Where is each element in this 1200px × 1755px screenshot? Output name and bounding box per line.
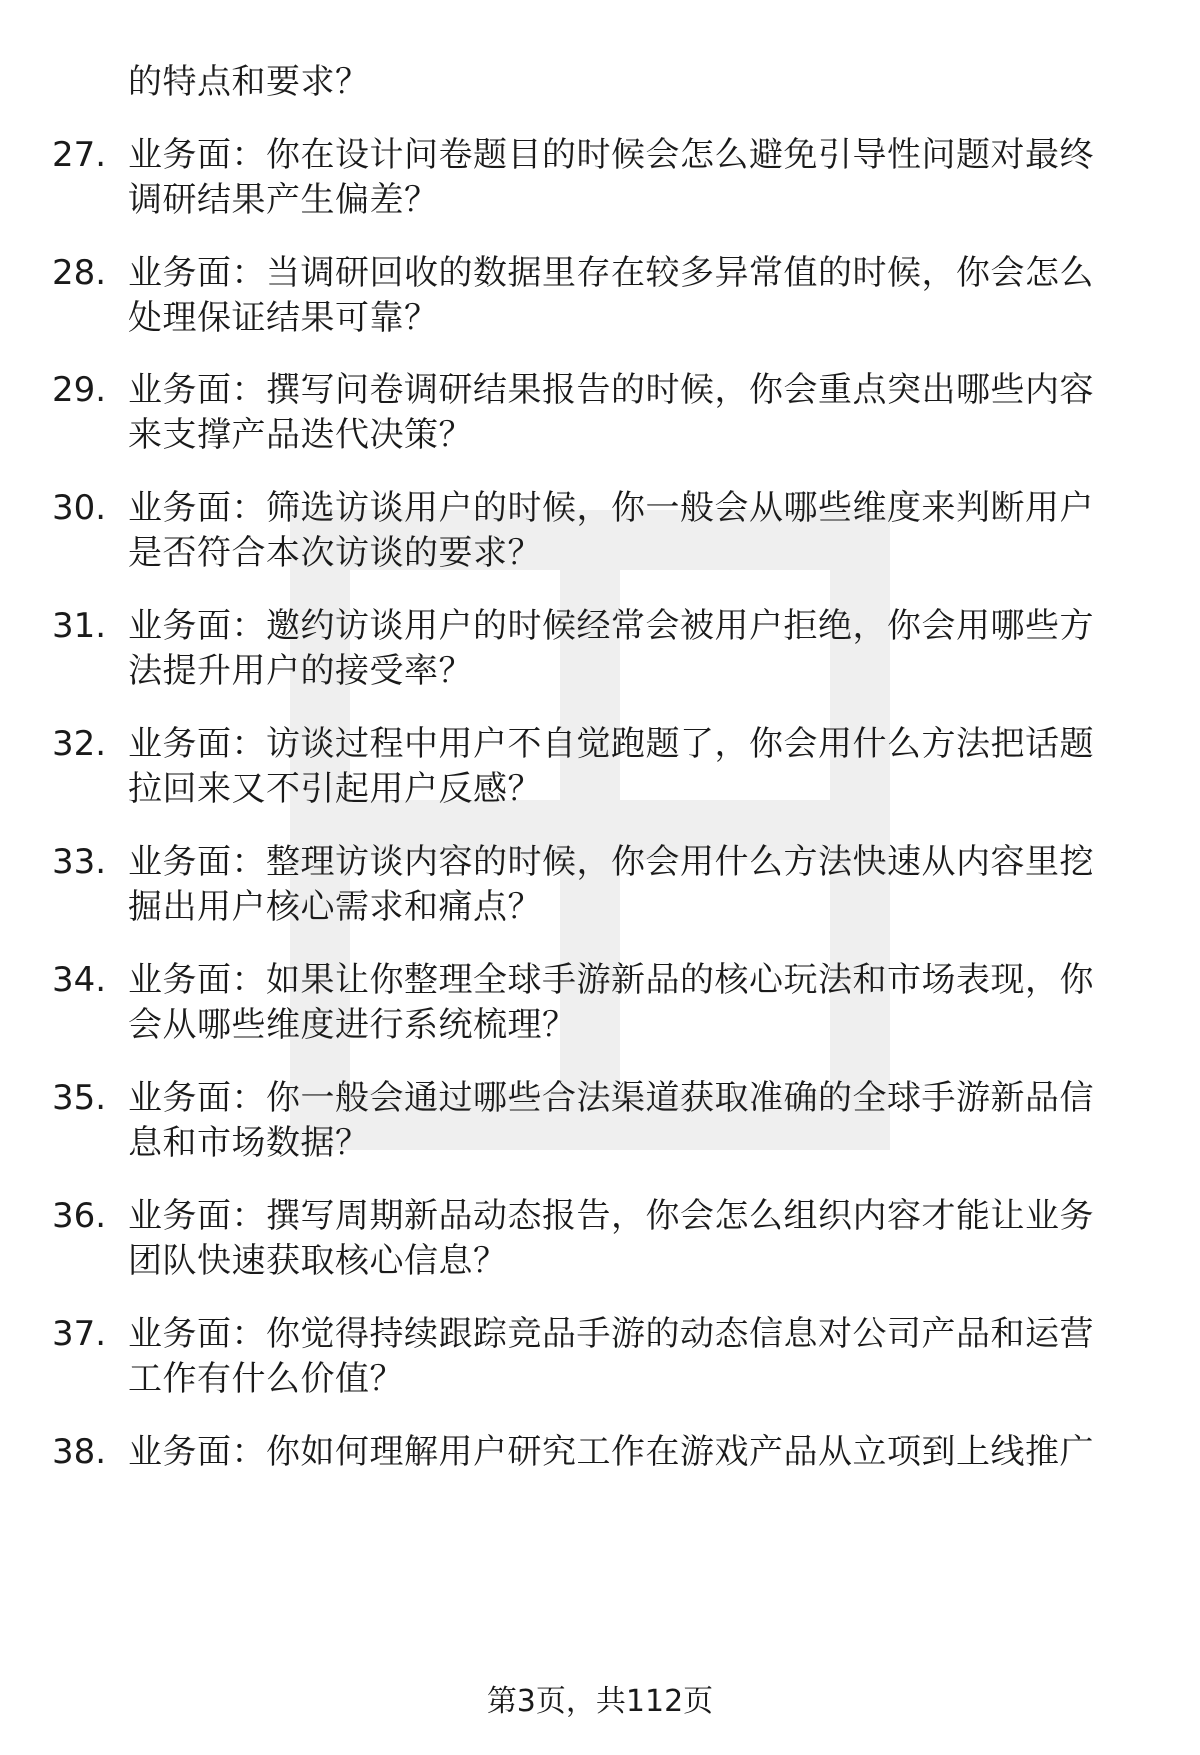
item-text-line: 是否符合本次访谈的要求？: [128, 533, 542, 573]
item-text-line: 法提升用户的接受率？: [128, 651, 473, 691]
item-number: 30.: [52, 488, 107, 528]
item-text-line: 会从哪些维度进行系统梳理？: [128, 1005, 577, 1045]
item-number: 31.: [52, 606, 107, 646]
item-number: 27.: [52, 135, 107, 175]
item-text-line: 拉回来又不引起用户反感？: [128, 769, 542, 809]
item-text-line: 工作有什么价值？: [128, 1359, 404, 1399]
item-text-line: 业务面：撰写周期新品动态报告，你会怎么组织内容才能让业务: [128, 1196, 1094, 1236]
item-number: 35.: [52, 1078, 107, 1118]
item-number: 28.: [52, 253, 107, 293]
item-text-line: 息和市场数据？: [128, 1123, 370, 1163]
item-number: 34.: [52, 960, 107, 1000]
item-text-line: 团队快速获取核心信息？: [128, 1241, 508, 1281]
item-number: 36.: [52, 1196, 107, 1236]
item-text-line: 业务面：当调研回收的数据里存在较多异常值的时候，你会怎么: [128, 253, 1094, 293]
item-text-line: 业务面：你一般会通过哪些合法渠道获取准确的全球手游新品信: [128, 1078, 1094, 1118]
page-footer: 第3页，共112页: [486, 1684, 714, 1719]
item-number: 37.: [52, 1314, 107, 1354]
item-text-line: 业务面：筛选访谈用户的时候，你一般会从哪些维度来判断用户: [128, 488, 1094, 528]
item-text-line: 业务面：访谈过程中用户不自觉跑题了，你会用什么方法把话题: [128, 724, 1094, 764]
item-number: 32.: [52, 724, 107, 764]
item-text-line: 来支撑产品迭代决策？: [128, 415, 473, 455]
item-text-line: 业务面：如果让你整理全球手游新品的核心玩法和市场表现，你: [128, 960, 1094, 1000]
item-text-line: 的特点和要求？: [128, 62, 370, 102]
item-number: 33.: [52, 842, 107, 882]
item-text-line: 调研结果产生偏差？: [128, 180, 439, 220]
item-number: 29.: [52, 370, 107, 410]
item-text-line: 掘出用户核心需求和痛点？: [128, 887, 542, 927]
item-text-line: 业务面：撰写问卷调研结果报告的时候，你会重点突出哪些内容: [128, 370, 1094, 410]
item-text-line: 业务面：你觉得持续跟踪竞品手游的动态信息对公司产品和运营: [128, 1314, 1094, 1354]
item-text-line: 业务面：你在设计问卷题目的时候会怎么避免引导性问题对最终: [128, 135, 1094, 175]
item-text-line: 业务面：你如何理解用户研究工作在游戏产品从立项到上线推广: [128, 1432, 1094, 1472]
item-text-line: 业务面：邀约访谈用户的时候经常会被用户拒绝，你会用哪些方: [128, 606, 1094, 646]
item-text-line: 业务面：整理访谈内容的时候，你会用什么方法快速从内容里挖: [128, 842, 1094, 882]
item-number: 38.: [52, 1432, 107, 1472]
item-text-line: 处理保证结果可靠？: [128, 298, 439, 338]
